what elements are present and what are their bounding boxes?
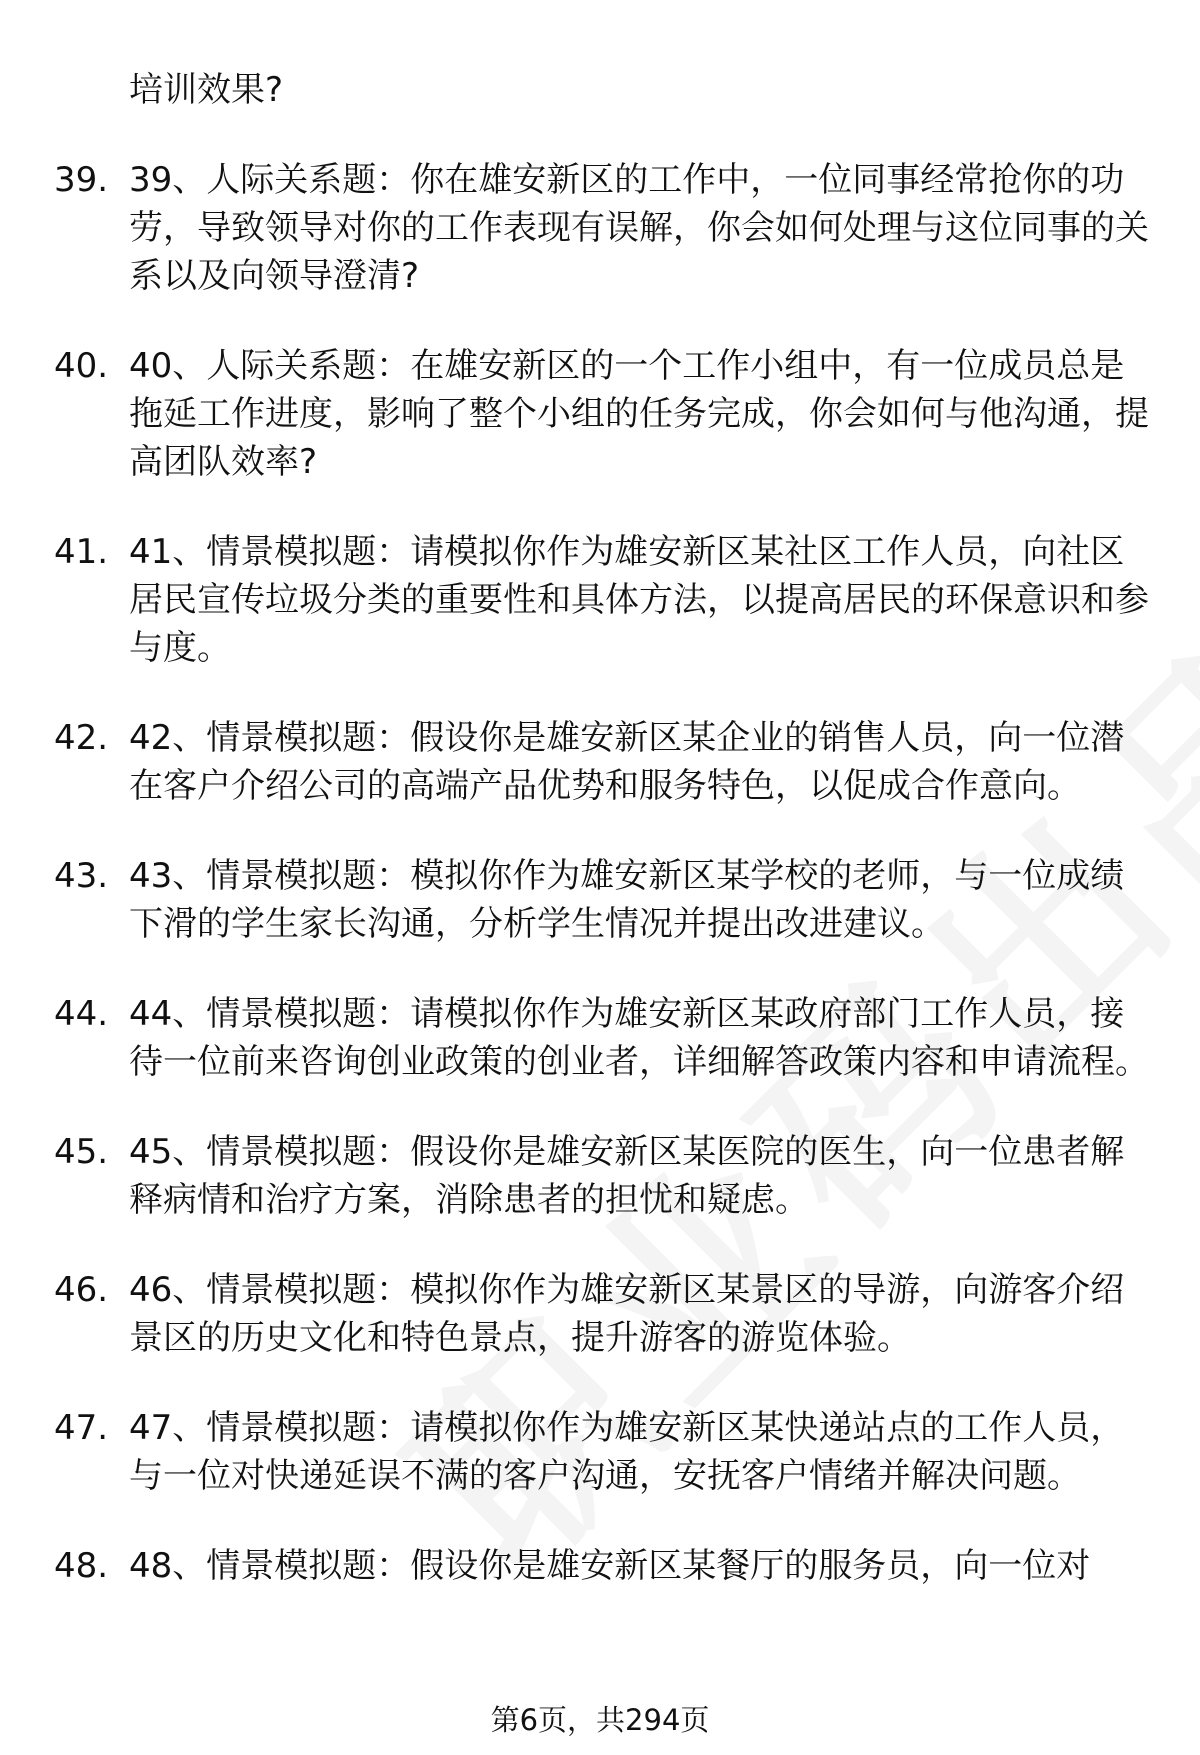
question-item-41: [54, 528, 1154, 672]
question-item-39: [54, 156, 1154, 300]
question-number: 40.: [54, 346, 109, 386]
question-text: 41、情景模拟题：请模拟你作为雄安新区某社区工作人员，向社区居民宣传垃圾分类的重要性和具体方法，以提高居民的环保意识和参与度。: [129, 532, 1149, 668]
page-footer: 第6页，共294页: [490, 1703, 710, 1737]
question-text: 45、情景模拟题：假设你是雄安新区某医院的医生，向一位患者解释病情和治疗方案，消除患者的担忧和疑虑。: [129, 1132, 1125, 1220]
question-number: 44.: [54, 994, 109, 1034]
question-item-42: [54, 714, 1154, 810]
question-number: 41.: [54, 532, 109, 572]
question-list: [54, 66, 1154, 1590]
question-number: 48.: [54, 1546, 109, 1586]
question-text: 43、情景模拟题：模拟你作为雄安新区某学校的老师，与一位成绩下滑的学生家长沟通，分析学生情况并提出改进建议。: [129, 856, 1125, 944]
question-item-45: [54, 1128, 1154, 1224]
question-text: 47、情景模拟题：请模拟你作为雄安新区某快递站点的工作人员，与一位对快递延误不满的客户沟通，安抚客户情绪并解决问题。: [129, 1408, 1125, 1496]
question-text: 48、情景模拟题：假设你是雄安新区某餐厅的服务员，向一位对: [129, 1546, 1091, 1586]
question-text: 42、情景模拟题：假设你是雄安新区某企业的销售人员，向一位潜在客户介绍公司的高端产品优势和服务特色，以促成合作意向。: [129, 718, 1125, 806]
question-item-44: [54, 990, 1154, 1086]
question-item-46: [54, 1266, 1154, 1362]
question-number: 47.: [54, 1408, 109, 1448]
question-text: 40、人际关系题：在雄安新区的一个工作小组中，有一位成员总是拖延工作进度，影响了整个小组的任务完成，你会如何与他沟通，提高团队效率?: [129, 346, 1149, 482]
question-item-47: [54, 1404, 1154, 1500]
question-item-40: [54, 342, 1154, 486]
question-text: 44、情景模拟题：请模拟你作为雄安新区某政府部门工作人员，接待一位前来咨询创业政策的创业者，详细解答政策内容和申请流程。: [129, 994, 1149, 1082]
question-number: 45.: [54, 1132, 109, 1172]
question-item-43: [54, 852, 1154, 948]
question-number: 43.: [54, 856, 109, 896]
question-number: 42.: [54, 718, 109, 758]
question-text: 39、人际关系题：你在雄安新区的工作中，一位同事经常抢你的功劳，导致领导对你的工作表现有误解，你会如何处理与这位同事的关系以及向领导澄清?: [129, 160, 1149, 296]
question-number: 39.: [54, 160, 109, 200]
question-number: 46.: [54, 1270, 109, 1310]
question-item-48: [54, 1542, 1154, 1590]
question-text: 46、情景模拟题：模拟你作为雄安新区某景区的导游，向游客介绍景区的历史文化和特色景点，提升游客的游览体验。: [129, 1270, 1125, 1358]
continuation-text: 培训效果?: [129, 70, 284, 110]
